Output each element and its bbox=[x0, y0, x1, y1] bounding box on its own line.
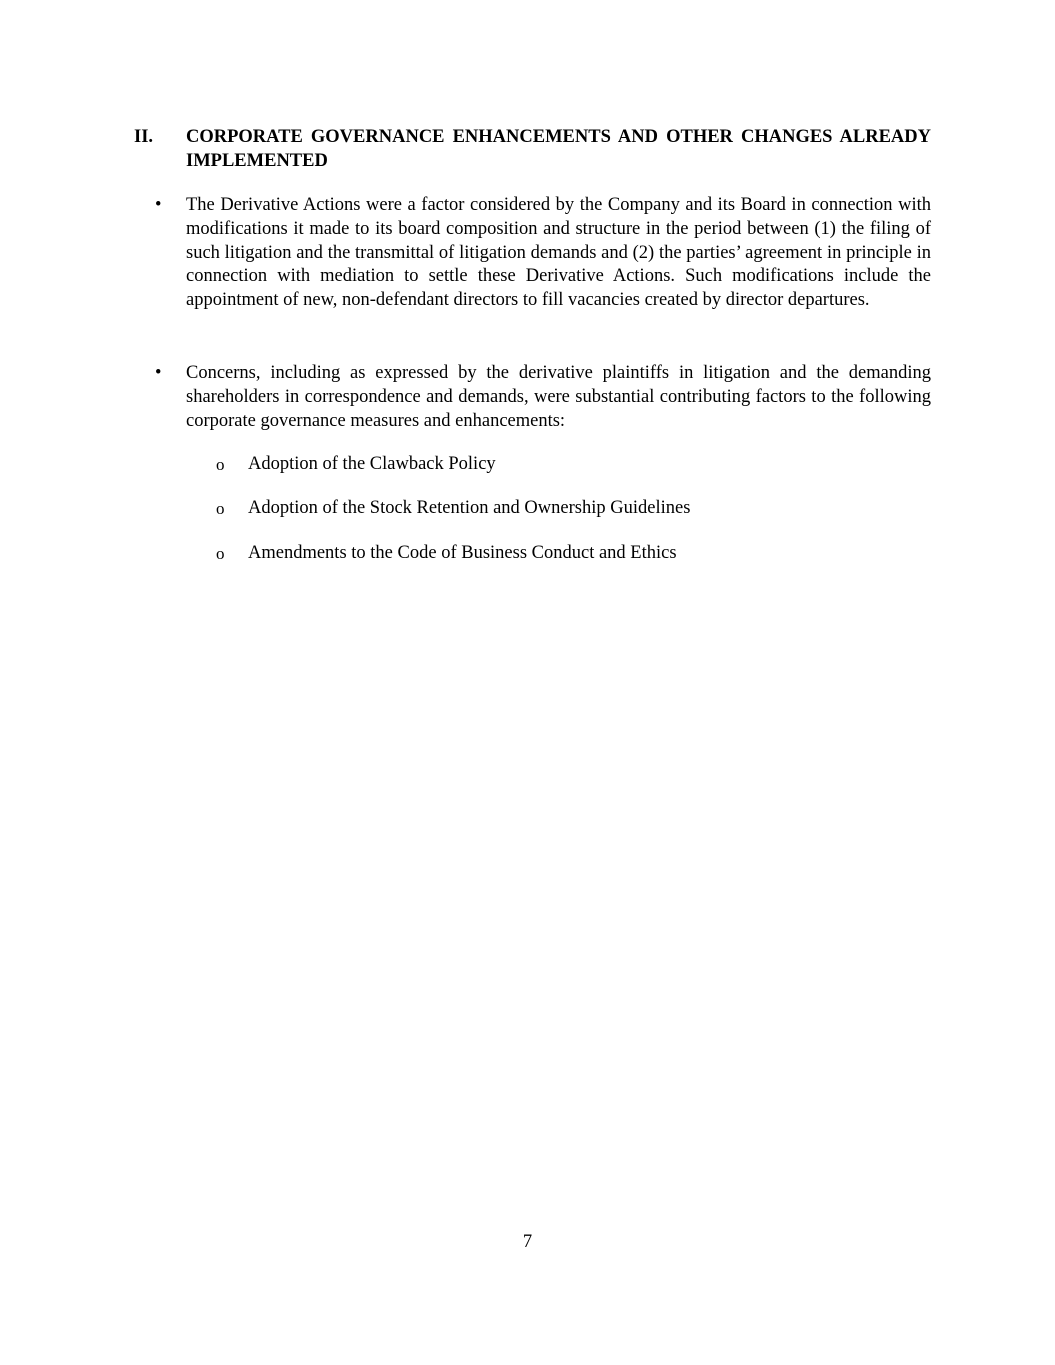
bullet-text: Concerns, including as expressed by the derivative plaintiffs in litigation and the demanding shareholders in correspondence and demands, were substantial contributing factors to the following corporate governance measures and enhancements: bbox=[186, 363, 931, 431]
page-number: 7 bbox=[522, 1232, 533, 1252]
sub-bullet-icon: o bbox=[216, 455, 225, 474]
sub-bullet-icon: o bbox=[216, 544, 225, 563]
bullet-icon: • bbox=[155, 363, 162, 383]
sub-item-text: Adoption of the Stock Retention and Ownership Guidelines bbox=[248, 498, 691, 518]
sub-bullet-icon: o bbox=[216, 499, 225, 518]
bullet-icon: • bbox=[155, 195, 162, 215]
bullet-text: The Derivative Actions were a factor considered by the Company and its Board in connection with modifications it made to its board composition and structure in the period between (1) the filing of such litigation and the transmittal of litigation demands and (2) the parties’ agreement in principle in connection with mediation to settle these Derivative Actions. Such modifications include the appointment of new, non-defendant directors to fill vacancies created by director departures. bbox=[186, 195, 931, 311]
section-number: II. bbox=[134, 127, 154, 147]
sub-item-text: Adoption of the Clawback Policy bbox=[248, 454, 496, 474]
section-title: CORPORATE GOVERNANCE ENHANCEMENTS AND OTHER CHANGES ALREADY IMPLEMENTED bbox=[186, 127, 931, 171]
sub-item-text: Amendments to the Code of Business Conduct and Ethics bbox=[248, 543, 677, 563]
